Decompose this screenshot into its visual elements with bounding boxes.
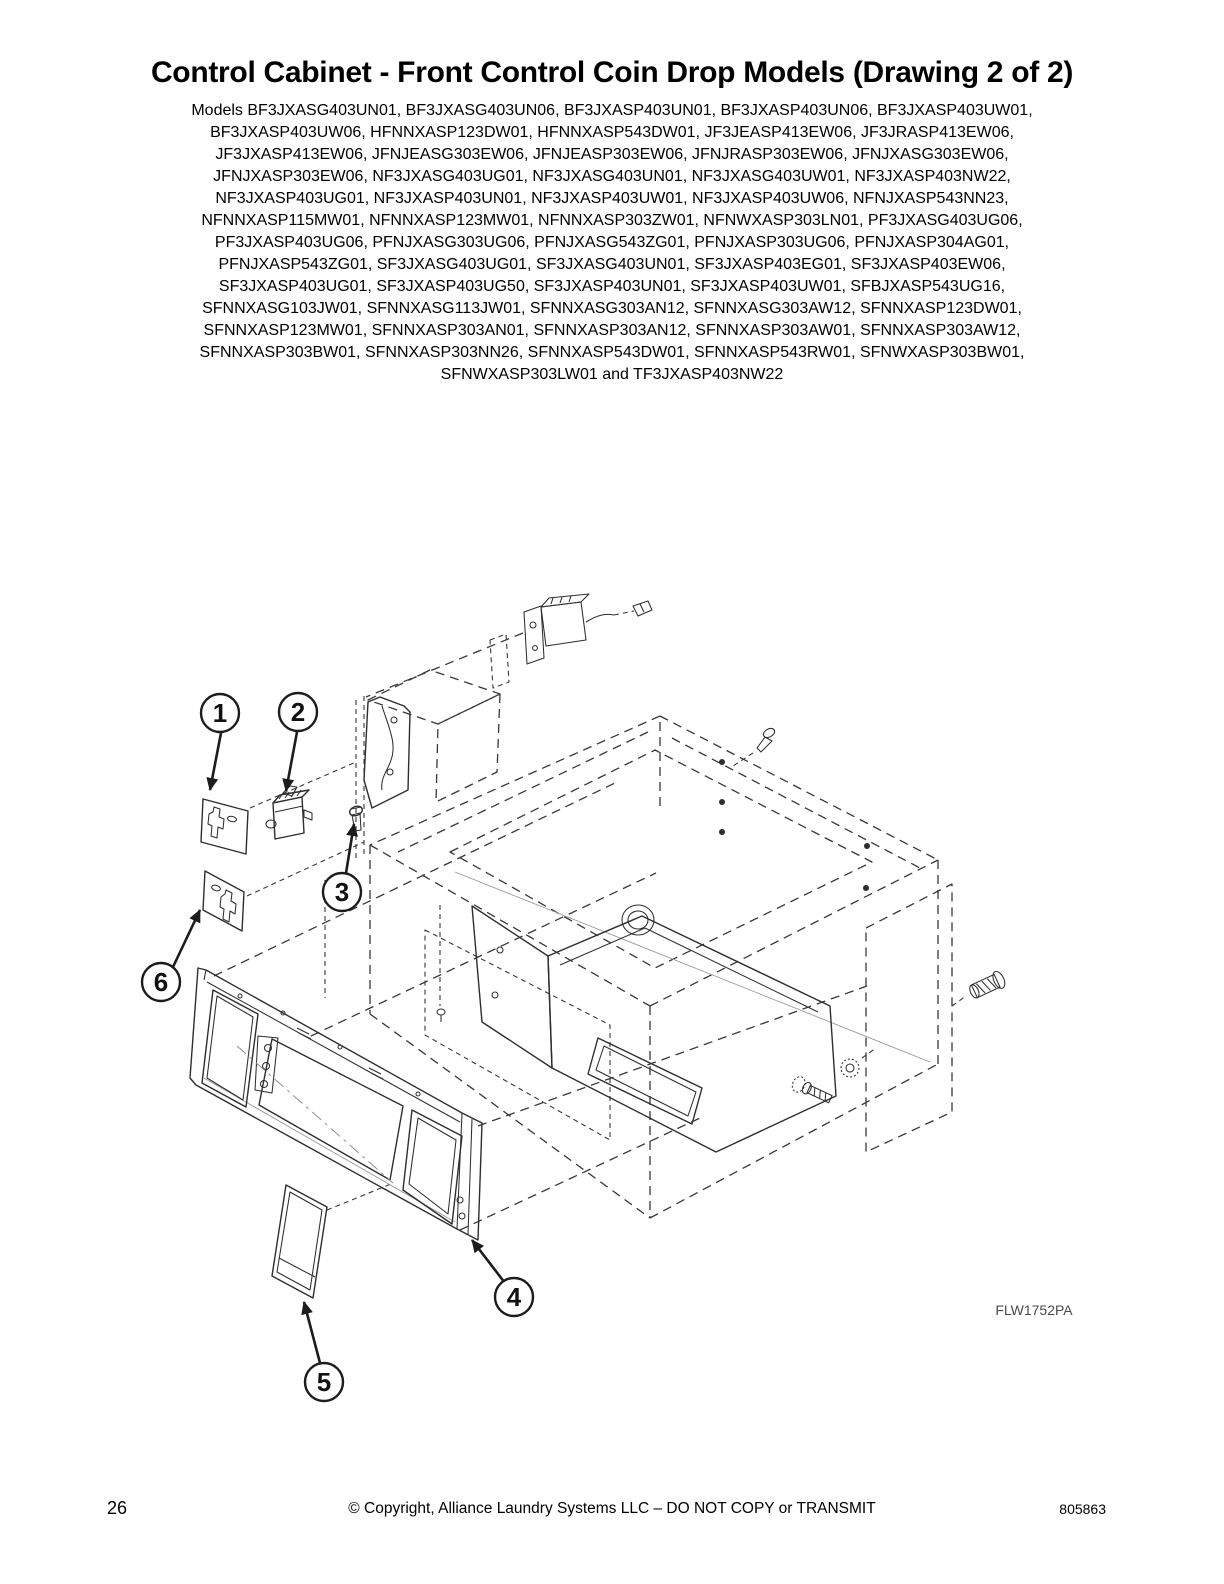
model-list-line: PFNJXASP543ZG01, SF3JXASG403UG01, SF3JXASG403UN01, SF3JXASP403EG01, SF3JXASP403EW06, bbox=[218, 256, 1006, 273]
page-title: Control Cabinet - Front Control Coin Drop Models (Drawing 2 of 2) bbox=[150, 56, 1074, 89]
serial-plate-part-5 bbox=[272, 1185, 327, 1298]
model-list-line: JF3JXASP413EW06, JFNJEASG303EW06, JFNJEASP303EW06, JFNJRASP303EW06, JFNJXASG303EW06, bbox=[215, 146, 1009, 163]
svg-text:4: 4 bbox=[506, 1282, 522, 1312]
svg-text:2: 2 bbox=[290, 697, 306, 727]
coin-vault-base-assembly bbox=[472, 906, 836, 1152]
callout-2 bbox=[279, 693, 317, 791]
model-list-line: BF3JXASP403UW06, HFNNXASP123DW01, HFNNXASP543DW01, JF3JEASP413EW06, JF3JRASP413EW06, bbox=[210, 124, 1014, 141]
svg-text:3: 3 bbox=[334, 877, 350, 907]
lock-plate-part-6 bbox=[203, 871, 244, 931]
model-list-line: JFNJXASP303EW06, NF3JXASG403UG01, NF3JXASG403UN01, NF3JXASG403UW01, NF3JXASP403NW22, bbox=[213, 168, 1011, 185]
model-list-line: SFNNXASP123MW01, SFNNXASP303AN01, SFNNXASP303AN12, SFNNXASP303AW01, SFNNXASP303AW12, bbox=[203, 322, 1021, 339]
model-list-line: Models BF3JXASG403UN01, BF3JXASG403UN06, BF3JXASP403UN01, BF3JXASP403UN06, BF3JXASP403UW01, bbox=[191, 102, 1033, 119]
model-list-line: SFNWXASP303LW01 and TF3JXASP403NW22 bbox=[440, 366, 784, 383]
callout-6 bbox=[142, 910, 200, 1001]
lock-plate-part-1 bbox=[201, 799, 248, 854]
callout-5 bbox=[304, 1302, 343, 1401]
model-list-line: PF3JXASP403UG06, PFNJXASG303UG06, PFNJXASG543ZG01, PFNJXASP303UG06, PFNJXASP304AG01, bbox=[214, 234, 1010, 251]
svg-text:1: 1 bbox=[212, 698, 228, 728]
model-list-line: NFNNXASP115MW01, NFNNXASP123MW01, NFNNXASP303ZW01, NFNWXASP303LN01, PF3JXASG403UG06, bbox=[201, 212, 1023, 229]
right-side-panel-outline bbox=[866, 884, 952, 1152]
model-list-line: NF3JXASP403UG01, NF3JXASP403UN01, NF3JXASP403UW01, NF3JXASP403UW06, NFNJXASP543NN23, bbox=[215, 190, 1009, 207]
fastener-parts bbox=[733, 727, 1007, 1107]
projection-lines bbox=[214, 762, 867, 1230]
callout-1 bbox=[201, 694, 239, 790]
svg-text:5: 5 bbox=[316, 1367, 332, 1397]
callout-3 bbox=[323, 824, 361, 911]
callout-4 bbox=[472, 1240, 533, 1316]
svg-text:6: 6 bbox=[153, 967, 169, 997]
page-number: 26 bbox=[107, 1498, 128, 1518]
model-list-line: SFNNXASG103JW01, SFNNXASG113JW01, SFNNXASG303AN12, SFNNXASG303AW12, SFNNXASP123DW01, bbox=[202, 300, 1022, 317]
switch-part-2 bbox=[266, 786, 312, 839]
model-list-line: SFNNXASP303BW01, SFNNXASP303NN26, SFNNXASP543DW01, SFNNXASP543RW01, SFNWXASP303BW01, bbox=[199, 344, 1025, 361]
document-number: 805863 bbox=[1059, 1501, 1106, 1517]
coin-drop-switch-assembly bbox=[366, 594, 652, 697]
front-panel-part-4 bbox=[190, 968, 482, 1240]
model-list-line: SF3JXASP403UG01, SF3JXASP403UG50, SF3JXASP403UN01, SF3JXASP403UW01, SFBJXASP543UG16, bbox=[218, 278, 1006, 295]
copyright-text: © Copyright, Alliance Laundry Systems LLC – DO NOT COPY or TRANSMIT bbox=[348, 1500, 876, 1517]
figure-code: FLW1752PA bbox=[995, 1302, 1073, 1318]
